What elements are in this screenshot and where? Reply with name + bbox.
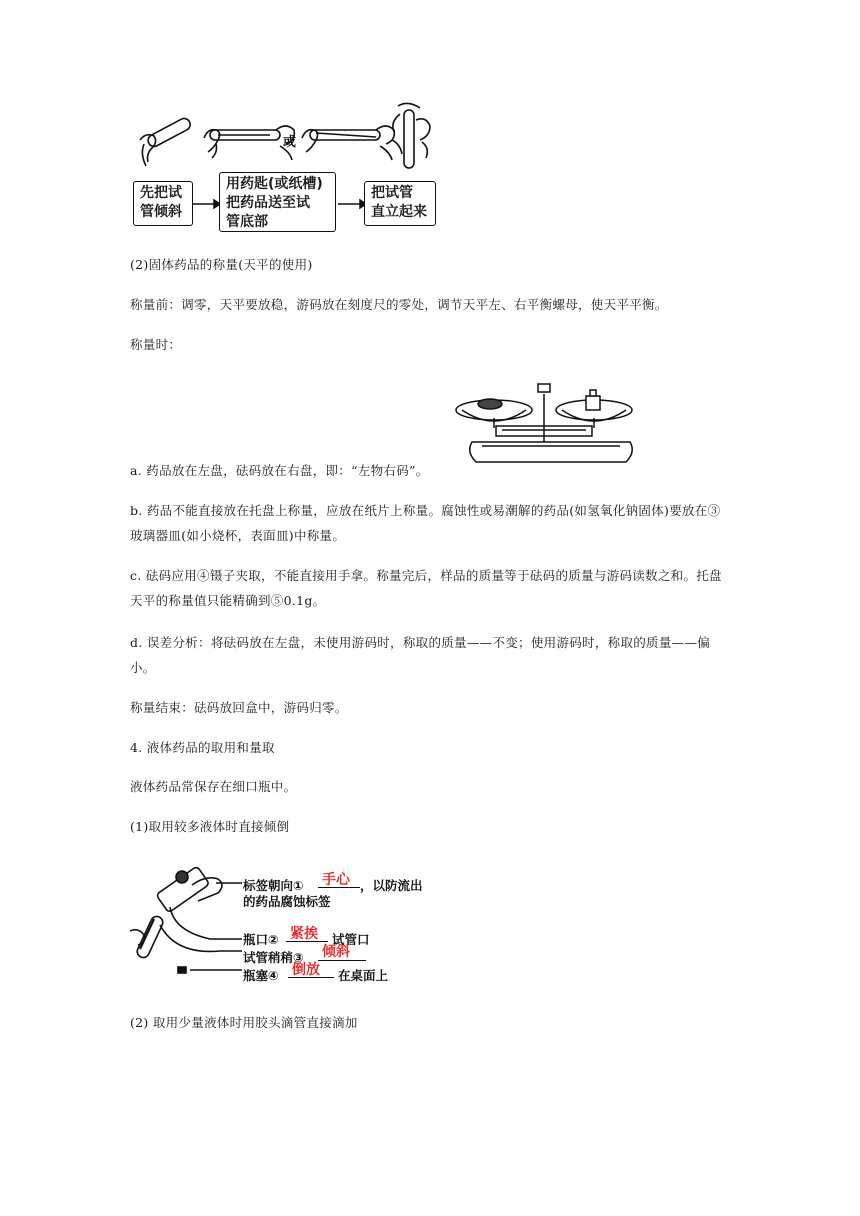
label-prevent-corrosion: ，以防流出 — [360, 878, 423, 893]
liquid-storage-text: 液体药品常保存在细口瓶中。 — [130, 779, 297, 794]
step3-line2: 直立起来 — [371, 204, 427, 220]
answer-palm: 手心 — [322, 872, 350, 888]
step-upright-tube-box — [364, 181, 436, 226]
answer-upside-down: 倒放 — [292, 962, 320, 978]
during-weighing-label: 称量时： — [130, 337, 182, 352]
step1-line2: 管倾斜 — [140, 204, 182, 220]
rule-b-text: b. 药品不能直接放在托盘上称量，应放在纸片上称量。腐蚀性或易潮解的药品(如氢氧化钠固体)要放在③玻璃器皿(如小烧杯，表面皿)中称量。 — [130, 503, 721, 543]
answer-tilt: 倾斜 — [322, 944, 350, 960]
label-bottle-mouth: 瓶口② — [243, 932, 279, 947]
trough-tube-figure — [302, 126, 394, 160]
step2-line1: 用药匙(或纸槽) — [226, 176, 323, 192]
rule-d-text: d. 误差分析：将砝码放在左盘，未使用游码时，称取的质量——不变；使用游码时，称取的质量——偏小。 — [130, 635, 711, 675]
label-tube-mouth: 试管口 — [332, 932, 370, 947]
step-send-to-bottom-box — [219, 172, 336, 232]
rule-c-text: c. 砝码应用④镊子夹取，不能直接用手拿。称量完后，样品的质量等于砝码的质量与游码读数之和。托盘天平的称量值只能精确到⑤0.1g。 — [130, 568, 722, 608]
step1-line1: 先把试 — [140, 185, 182, 201]
label-corrode-label: 的药品腐蚀标签 — [243, 894, 331, 909]
liquid-section-heading: 4. 液体药品的取用和量取 — [130, 740, 275, 755]
blank-underline-1 — [318, 887, 360, 888]
step3-line1: 把试管 — [371, 185, 413, 201]
dropper-heading: (2) 取用少量液体时用胶头滴管直接滴加 — [130, 1015, 358, 1030]
step2-line2: 把药品送至试 — [226, 195, 310, 211]
tilted-tube-figure — [140, 116, 192, 166]
upright-tube-figure — [392, 103, 430, 168]
blank-underline-3 — [318, 960, 366, 961]
solid-weighing-heading: (2)固体药品的称量(天平的使用) — [130, 257, 313, 272]
step-tilt-tube-box — [133, 181, 193, 226]
label-on-table: 在桌面上 — [338, 968, 389, 983]
spoon-tube-figure — [204, 126, 297, 160]
or-label: 或 — [283, 135, 297, 150]
rule-a-text: a. 药品放在左盘，砝码放在右盘，即：“左物右码”。 — [130, 463, 429, 478]
step2-line3: 管底部 — [226, 214, 268, 230]
after-weighing-text: 称量结束：砝码放回盒中，游码归零。 — [130, 700, 348, 715]
answer-close-to: 紧挨 — [290, 926, 318, 942]
label-stopper: 瓶塞④ — [243, 968, 279, 983]
pouring-heading: (1)取用较多液体时直接倾倒 — [130, 819, 290, 834]
label-toward-palm: 标签朝向① — [243, 878, 304, 893]
blank-underline-4 — [288, 977, 334, 978]
label-tube-tilted: 试管稍稍③ — [243, 950, 304, 965]
before-weighing-text: 称量前：调零，天平要放稳，游码放在刻度尺的零处，调节天平左、右平衡螺母，使天平平衡。 — [130, 297, 668, 312]
